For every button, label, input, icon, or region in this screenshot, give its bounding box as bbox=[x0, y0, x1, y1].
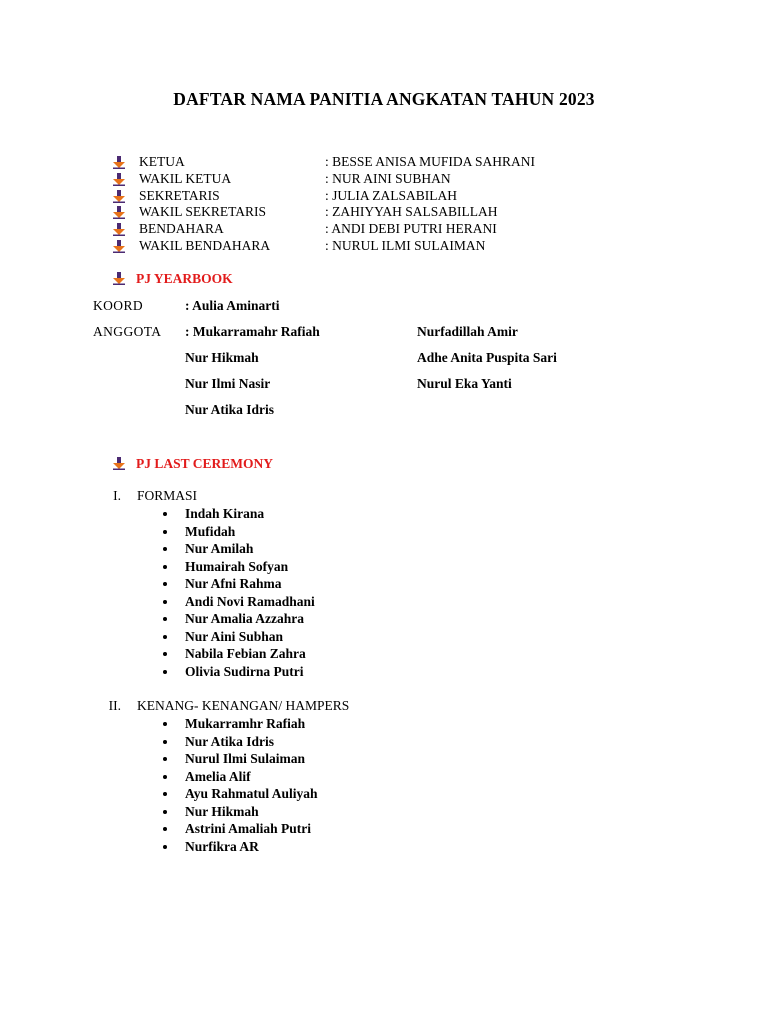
bullet-dot-icon bbox=[163, 845, 167, 849]
member-name: Ayu Rahmatul Auliyah bbox=[185, 786, 318, 801]
officer-role: KETUA bbox=[139, 154, 185, 169]
officer-role: BENDAHARA bbox=[139, 221, 224, 237]
bullet-dot-icon bbox=[163, 530, 167, 534]
group-label: KENANG- KENANGAN/ HAMPERS bbox=[137, 698, 350, 713]
member-name: Nurfikra AR bbox=[185, 838, 259, 854]
member-name: Astrini Amaliah Putri bbox=[185, 821, 312, 836]
officer-name: : ZAHIYYAH SALSABILLAH bbox=[325, 204, 498, 220]
anggota-member: Nur Atika Idris bbox=[185, 402, 275, 417]
bullet-dot-icon bbox=[163, 600, 167, 604]
anggota-member: Nur Hikmah bbox=[185, 350, 259, 365]
anggota-member: Nurfadillah Amir bbox=[417, 324, 518, 339]
officer-name: : NURUL ILMI SULAIMAN bbox=[325, 237, 486, 253]
officer-name: : ANDI DEBI PUTRI HERANI bbox=[325, 221, 497, 237]
bullet-dot-icon bbox=[163, 512, 167, 516]
arrow-bullet-icon bbox=[113, 223, 125, 241]
bullet-dot-icon bbox=[163, 565, 167, 569]
member-name: Nur Amilah bbox=[185, 541, 254, 556]
member-name: Nur Atika Idris bbox=[185, 733, 275, 749]
officer-role: WAKIL KETUA bbox=[139, 170, 232, 186]
bullet-dot-icon bbox=[163, 757, 167, 761]
arrow-bullet-icon bbox=[113, 156, 125, 174]
group-label: FORMASI bbox=[137, 488, 198, 503]
arrow-bullet-icon bbox=[113, 173, 125, 191]
member-name: Nur Aini Subhan bbox=[185, 628, 284, 644]
koord-value: : Aulia Aminarti bbox=[185, 298, 280, 313]
anggota-member: : Mukarramahr Rafiah bbox=[185, 324, 320, 339]
member-name: Amelia Alif bbox=[185, 768, 251, 784]
bullet-dot-icon bbox=[163, 810, 167, 814]
officer-name: : JULIA ZALSABILAH bbox=[325, 187, 457, 203]
member-name: Nabila Febian Zahra bbox=[185, 646, 306, 661]
anggota-member: Adhe Anita Puspita Sari bbox=[417, 350, 557, 365]
officer-role: WAKIL BENDAHARA bbox=[139, 237, 271, 253]
bullet-dot-icon bbox=[163, 722, 167, 726]
bullet-dot-icon bbox=[163, 635, 167, 639]
arrow-bullet-icon bbox=[113, 240, 125, 258]
member-name: Andi Novi Ramadhani bbox=[185, 593, 315, 609]
page-title: DAFTAR NAMA PANITIA ANGKATAN TAHUN 2023 bbox=[173, 89, 595, 109]
member-name: Nur Amalia Azzahra bbox=[185, 611, 304, 626]
bullet-dot-icon bbox=[163, 792, 167, 796]
group-number: I. bbox=[113, 488, 121, 503]
member-name: Nurul Ilmi Sulaiman bbox=[185, 751, 306, 766]
member-name: Nur Hikmah bbox=[185, 803, 259, 819]
section-heading-label: PJ YEARBOOK bbox=[136, 271, 233, 286]
member-name: Mukarramhr Rafiah bbox=[185, 716, 306, 731]
anggota-label: ANGGOTA bbox=[93, 324, 162, 339]
officer-name: : BESSE ANISA MUFIDA SAHRANI bbox=[325, 154, 536, 169]
arrow-bullet-icon bbox=[113, 190, 125, 208]
anggota-member: Nur Ilmi Nasir bbox=[185, 376, 271, 391]
section-heading-label: PJ LAST CEREMONY bbox=[136, 456, 274, 471]
officer-role: SEKRETARIS bbox=[139, 187, 220, 203]
bullet-dot-icon bbox=[163, 670, 167, 674]
bullet-dot-icon bbox=[163, 547, 167, 551]
arrow-bullet-icon bbox=[113, 272, 125, 289]
anggota-member: Nurul Eka Yanti bbox=[417, 376, 512, 391]
officer-name: : NUR AINI SUBHAN bbox=[325, 170, 451, 186]
member-name: Olivia Sudirna Putri bbox=[185, 663, 304, 679]
member-name: Mufidah bbox=[185, 523, 236, 539]
member-name: Nur Afni Rahma bbox=[185, 576, 282, 591]
bullet-dot-icon bbox=[163, 617, 167, 621]
arrow-bullet-icon bbox=[113, 457, 125, 474]
bullet-dot-icon bbox=[163, 582, 167, 586]
officer-role: WAKIL SEKRETARIS bbox=[139, 204, 267, 220]
bullet-dot-icon bbox=[163, 775, 167, 779]
bullet-dot-icon bbox=[163, 740, 167, 744]
member-name: Indah Kirana bbox=[185, 506, 265, 521]
member-name: Humairah Sofyan bbox=[185, 558, 289, 574]
arrow-bullet-icon bbox=[113, 206, 125, 224]
koord-label: KOORD bbox=[93, 298, 144, 313]
bullet-dot-icon bbox=[163, 652, 167, 656]
group-number: II. bbox=[108, 698, 121, 713]
bullet-dot-icon bbox=[163, 827, 167, 831]
